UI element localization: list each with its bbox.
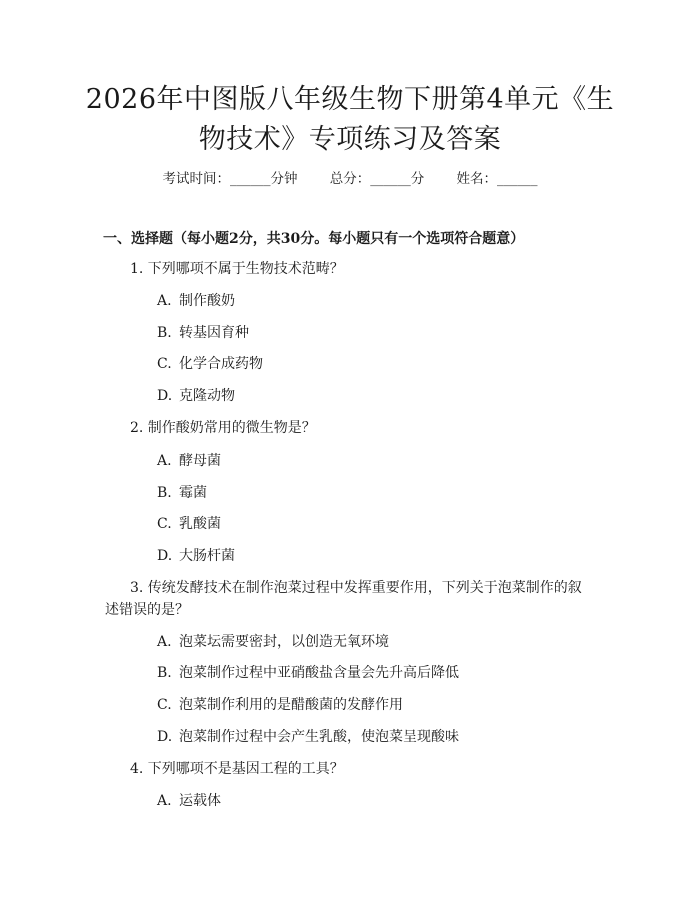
option-text: 泡菜制作利用的是醋酸菌的发酵作用 [179, 697, 403, 713]
option-text: 转基因育种 [179, 325, 249, 341]
option-text: 化学合成药物 [179, 356, 263, 372]
option-text: 泡菜制作过程中亚硝酸盐含量会先升高后降低 [179, 665, 459, 681]
option-text: 泡菜坛需要密封，以创造无氧环境 [179, 634, 389, 650]
exam-time: 考试时间：______分钟 [162, 171, 298, 187]
question-3-option-a [157, 633, 389, 651]
option-label: C. [157, 516, 172, 532]
student-name: 姓名：______ [456, 171, 538, 187]
option-label: B. [157, 485, 172, 501]
option-label: A. [157, 793, 172, 809]
question-3-option-d [157, 728, 459, 746]
question-4: 4. 下列哪项不是基因工程的工具？ [130, 761, 344, 777]
option-label: B. [157, 325, 172, 341]
option-text: 霉菌 [179, 485, 207, 501]
question-3-option-c [157, 696, 403, 714]
question-1-option-c [157, 355, 263, 373]
exam-meta [0, 170, 700, 188]
option-label: A. [157, 453, 172, 469]
option-text: 泡菜制作过程中会产生乳酸，使泡菜呈现酸味 [179, 729, 459, 745]
option-text: 大肠杆菌 [179, 548, 235, 564]
option-label: A. [157, 293, 172, 309]
question-3: 3. 传统发酵技术在制作泡菜过程中发挥重要作用，下列关于泡菜制作的叙述错误的是？ [105, 580, 582, 618]
question-2-option-c [157, 515, 221, 533]
option-label: B. [157, 665, 172, 681]
question-1-option-d [157, 387, 235, 405]
question-3-option-b [157, 664, 459, 682]
question-1-option-a [157, 292, 235, 310]
option-text: 运载体 [179, 793, 221, 809]
option-text: 乳酸菌 [179, 516, 221, 532]
question-2-option-a [157, 452, 221, 470]
document-title: 2026年中图版八年级生物下册第4单元《生物技术》专项练习及答案 [85, 84, 615, 155]
option-label: D. [157, 548, 173, 564]
total-score: 总分：______分 [329, 171, 425, 187]
option-text: 克隆动物 [179, 388, 235, 404]
section-heading: 一、选择题（每小题2分，共30分。每小题只有一个选项符合题意） [103, 231, 525, 247]
option-label: D. [157, 729, 173, 745]
option-label: C. [157, 356, 172, 372]
question-2: 2. 制作酸奶常用的微生物是？ [130, 420, 316, 436]
question-2-option-d [157, 547, 235, 565]
option-label: D. [157, 388, 173, 404]
question-4-option-a [157, 792, 221, 810]
question-1-option-b [157, 324, 249, 342]
option-text: 制作酸奶 [179, 293, 235, 309]
option-label: C. [157, 697, 172, 713]
question-2-option-b [157, 484, 207, 502]
option-text: 酵母菌 [179, 453, 221, 469]
option-label: A. [157, 634, 172, 650]
question-1: 1. 下列哪项不属于生物技术范畴？ [130, 261, 344, 277]
